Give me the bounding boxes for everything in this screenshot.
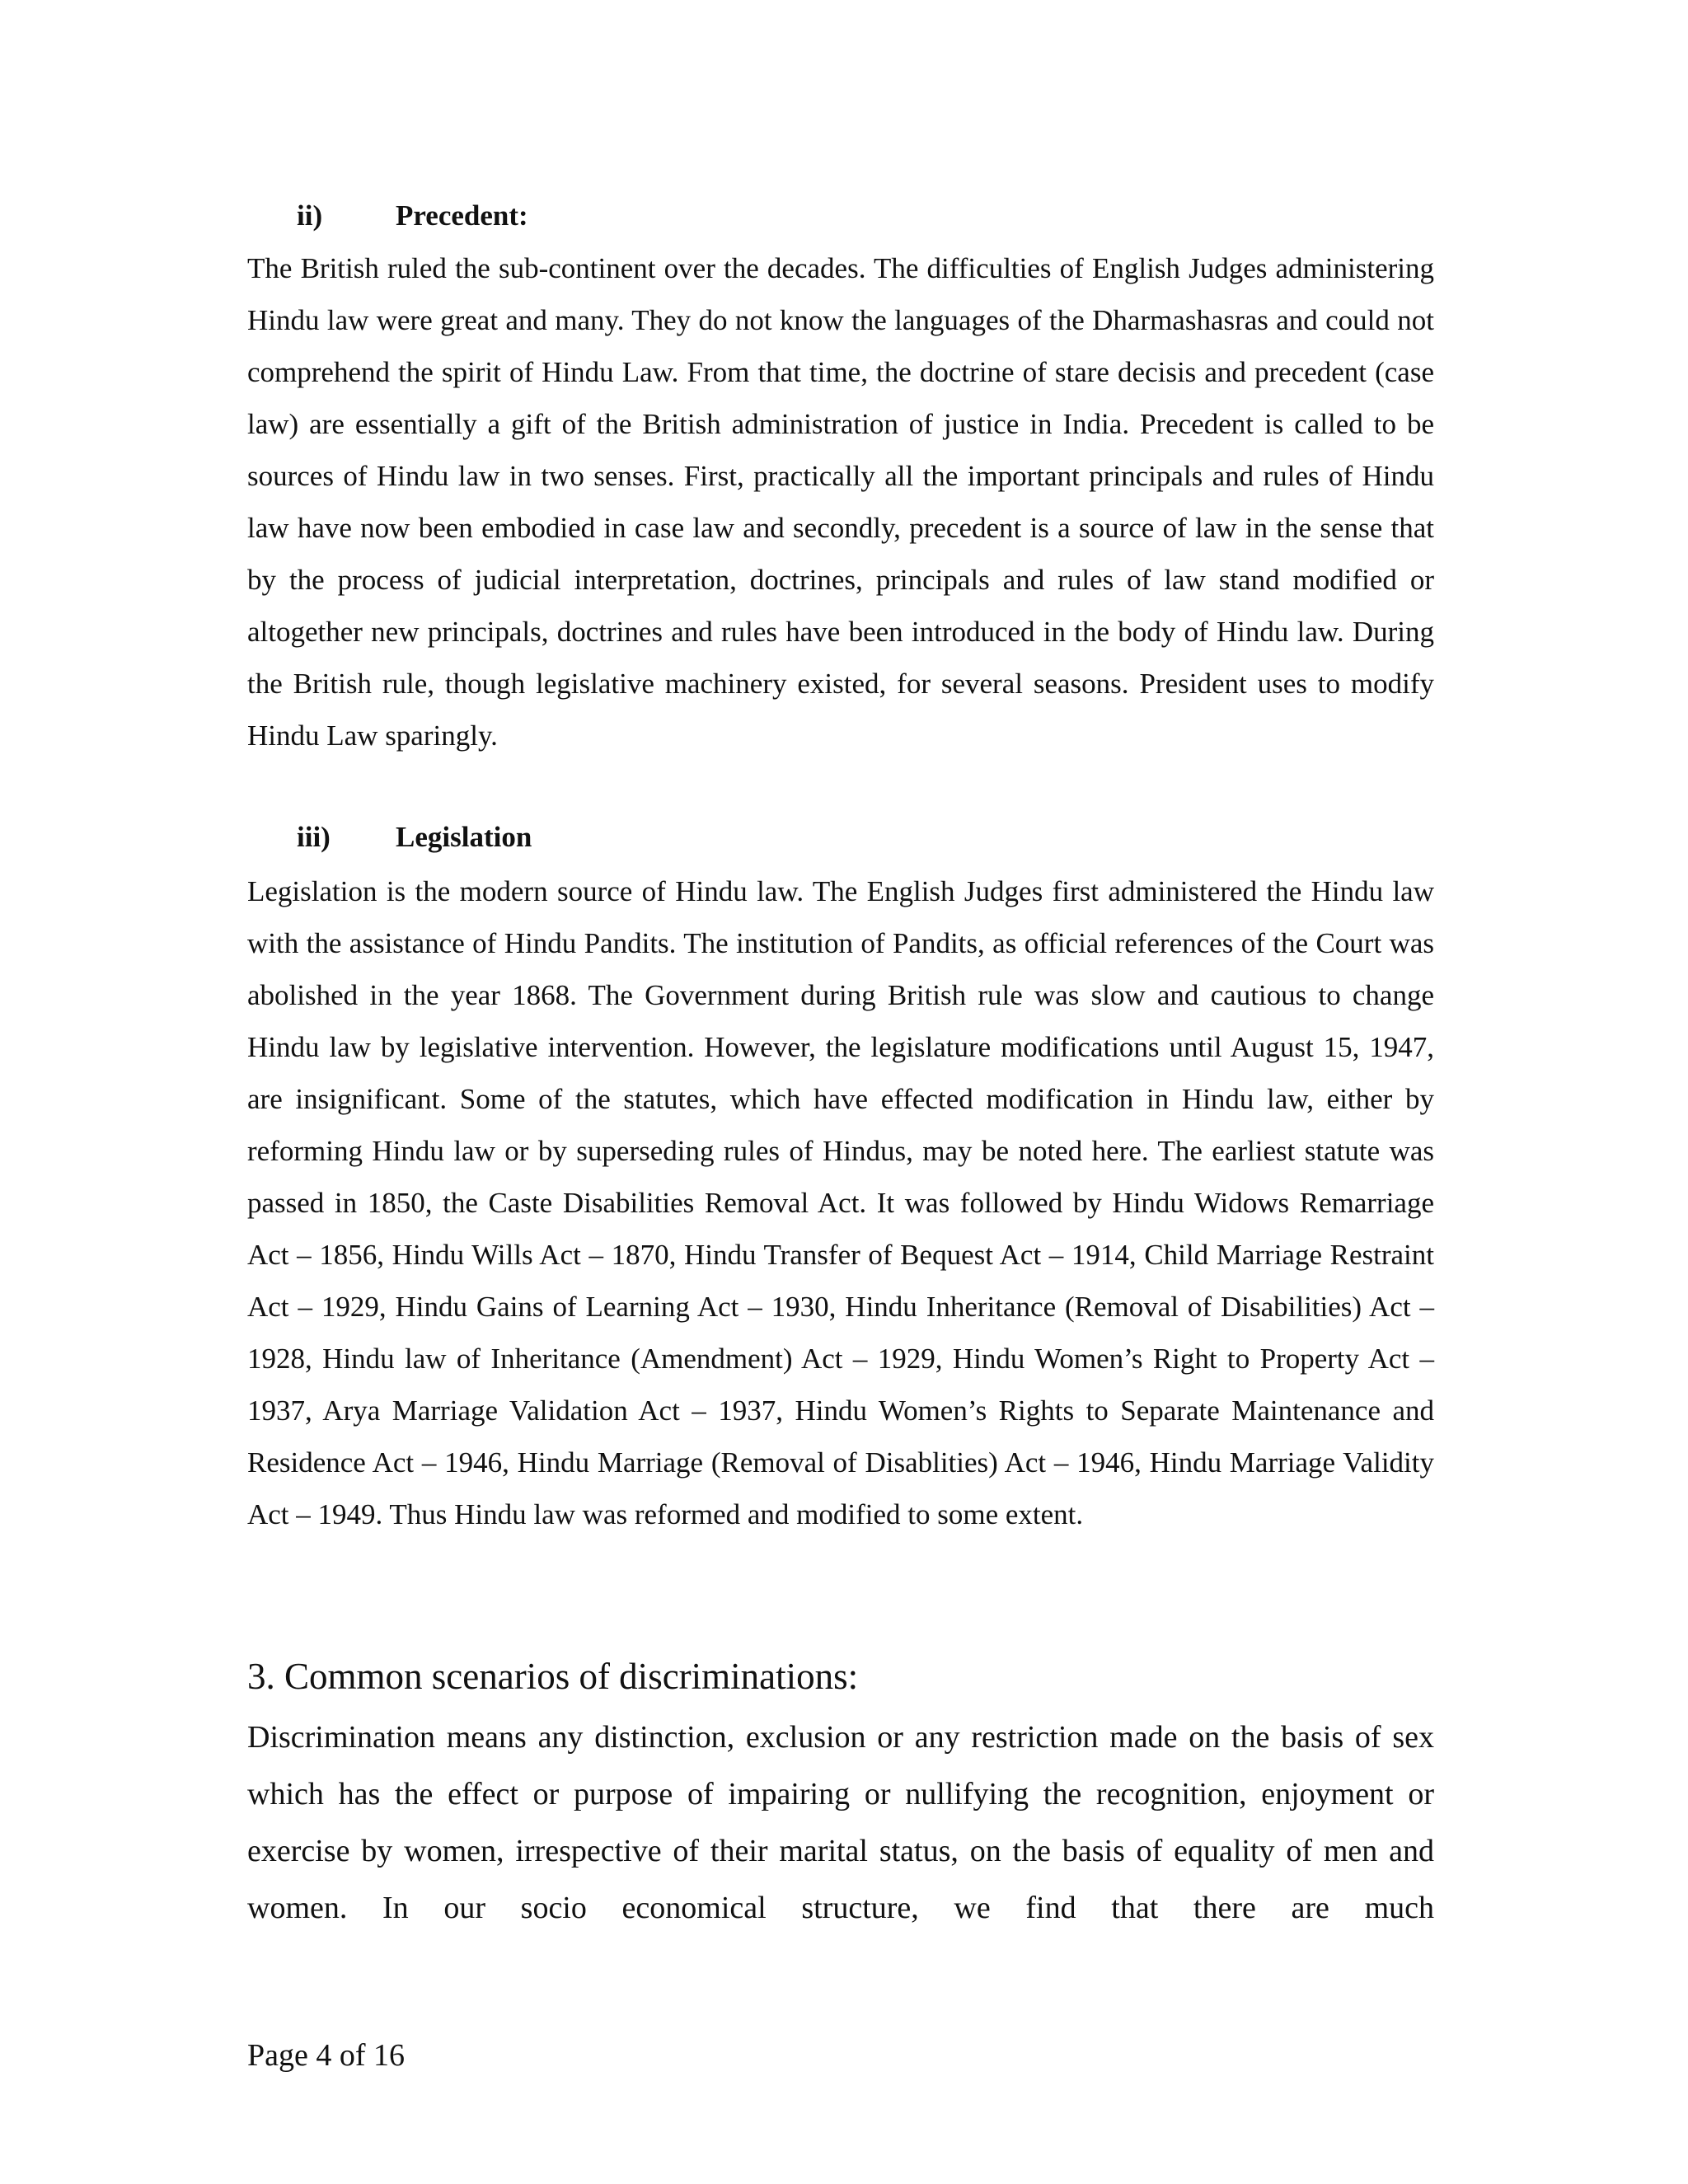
- legislation-heading-title: Legislation: [396, 821, 532, 853]
- section-3-paragraph: Discrimination means any distinction, exclusion or any restriction made on the basis of sex which has the effect or purpose of impairing or nullifying the recognition, enjoyment or exercise by women, irrespective of their marital status, on the basis of equality of men and women. In our socio economical structure, we find that there are much: [247, 1720, 1434, 1925]
- legislation-heading-number: iii): [297, 821, 331, 853]
- page-number-footer: Page 4 of 16: [247, 2038, 406, 2073]
- legislation-paragraph: Legislation is the modern source of Hindu law. The English Judges first administered the Hindu law with the assistance of Hindu Pandits. The institution of Pandits, as official references of the Court was abolished in the year 1868. The Government during British rule was slow and cautious to change Hindu law by legislative intervention. However, the legislature modifications until August 15, 1947, are insignificant. Some of the statutes, which have effected modification in Hindu law, either by reforming Hindu law or by superseding rules of Hindus, may be noted here. The earliest statute was passed in 1850, the Caste Disabilities Removal Act. It was followed by Hindu Widows Remarriage Act – 1856, Hindu Wills Act – 1870, Hindu Transfer of Bequest Act – 1914, Child Marriage Restraint Act – 1929, Hindu Gains of Learning Act – 1930, Hindu Inheritance (Removal of Disabilities) Act – 1928, Hindu law of Inheritance (Amendment) Act – 1929, Hindu Women’s Right to Property Act – 1937, Arya Marriage Validation Act – 1937, Hindu Women’s Rights to Separate Maintenance and Residence Act – 1946, Hindu Marriage (Removal of Disablities) Act – 1946, Hindu Marriage Validity Act – 1949. Thus Hindu law was reformed and modified to some extent.: [247, 875, 1434, 1530]
- precedent-heading-number: ii): [297, 199, 323, 232]
- precedent-paragraph: The British ruled the sub-continent over the decades. The difficulties of English Judges administering Hindu law were great and many. They do not know the languages of the Dharmashasras and could not comprehend the spirit of Hindu Law. From that time, the doctrine of stare decisis and precedent (case law) are essentially a gift of the British administration of justice in India. Precedent is called to be sources of Hindu law in two senses. First, practically all the important principals and rules of Hindu law have now been embodied in case law and secondly, precedent is a source of law in the sense that by the process of judicial interpretation, doctrines, principals and rules of law stand modified or altogether new principals, doctrines and rules have been introduced in the body of Hindu law. During the British rule, though legislative machinery existed, for several seasons. President uses to modify Hindu Law sparingly.: [247, 252, 1434, 752]
- precedent-heading-title: Precedent:: [396, 199, 528, 232]
- section-3-title: 3. Common scenarios of discriminations:: [247, 1656, 859, 1697]
